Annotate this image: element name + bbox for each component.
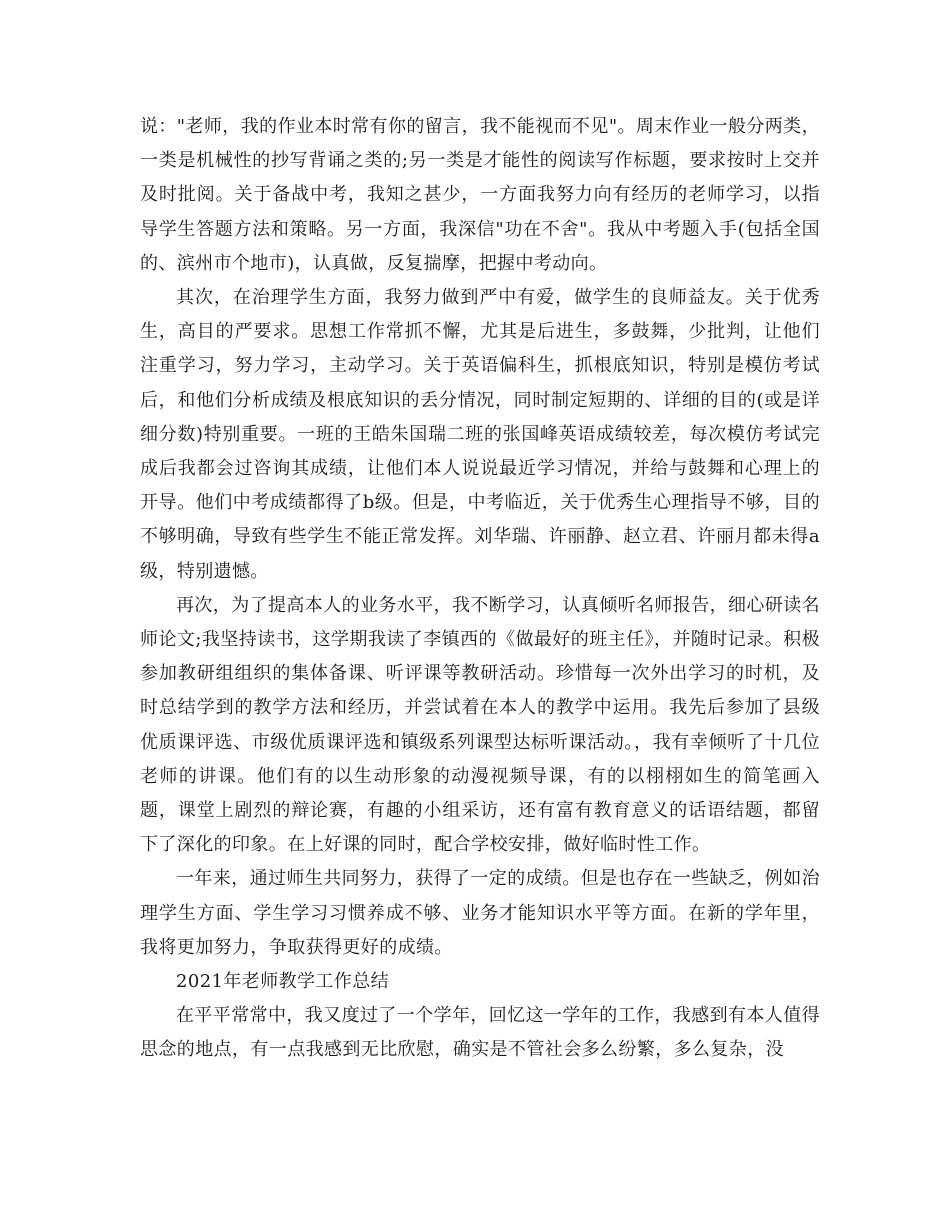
section-heading: 2021年老师教学工作总结 xyxy=(176,971,390,993)
paragraph-professional-development: 再次，为了提高本人的业务水平，我不断学习，认真倾听名师报告，细心研读名师论文;我坚持读书，这学期我读了李镇西的《做最好的班主任》，并随时记录。积极参加教研组组织的集体备课、听评课等教研活动。珍惜每一次外出学习的时机，及时总结学到的教学方法和经历，并尝试着在本人的教学中运用。我先后参加了县级优质课评选、市级优质课评选和镇级系列课型达标听课活动。，我有幸倾听了十几位老师的讲课。他们有的以生动形象的动漫视频导课，有的以栩栩如生的简笔画入题，课堂上剧烈的辩论赛，有趣的小组采访，还有富有教育意义的话语结题，都留下了深化的印象。在上好课的同时，配合学校安排，做好临时性工作。 xyxy=(140,594,820,856)
paragraph-student-management: 其次，在治理学生方面，我努力做到严中有爱，做学生的良师益友。关于优秀生，高目的严要求。思想工作常抓不懈，尤其是后进生，多鼓舞，少批判，让他们注重学习，努力学习，主动学习。关于英语偏科生，抓根底知识，特别是模仿考试后，和他们分析成绩及根底知识的丢分情况，同时制定短期的、详细的目的(或是详细分数)特别重要。一班的王皓朱国瑞二班的张国峰英语成绩较差，每次模仿考试完成后我都会过咨询其成绩，让他们本人说说最近学习情况，并给与鼓舞和心理上的开导。他们中考成绩都得了b级。但是，中考临近，关于优秀生心理指导不够，目的不够明确，导致有些学生不能正常发挥。刘华瑞、许丽静、赵立君、许丽月都未得a级，特别遗憾。 xyxy=(140,287,820,582)
paragraph-new-section-intro: 在平平常常中，我又度过了一个学年，回忆这一学年的工作，我感到有本人值得思念的地点，有一点我感到无比欣慰，确实是不管社会多么纷繁，多么复杂，没 xyxy=(140,1005,820,1061)
paragraph-continuation: 说："老师，我的作业本时常有你的留言，我不能视而不见"。周末作业一般分两类，一类是机械性的抄写背诵之类的;另一类是才能性的阅读写作标题，要求按时上交并及时批阅。关于备战中考，我知之甚少，一方面我努力向有经历的老师学习，以指导学生答题方法和策略。另一方面，我深信"功在不舍"。我从中考题入手(包括全国的、滨州市个地市)，认真做，反复揣摩，把握中考动向。 xyxy=(140,116,820,274)
paragraph-year-summary: 一年来，通过师生共同努力，获得了一定的成绩。但是也存在一些缺乏，例如治理学生方面、学生学习习惯养成不够、业务才能知识水平等方面。在新的学年里，我将更加努力，争取获得更好的成绩。 xyxy=(140,868,820,958)
document-body xyxy=(140,110,820,1068)
